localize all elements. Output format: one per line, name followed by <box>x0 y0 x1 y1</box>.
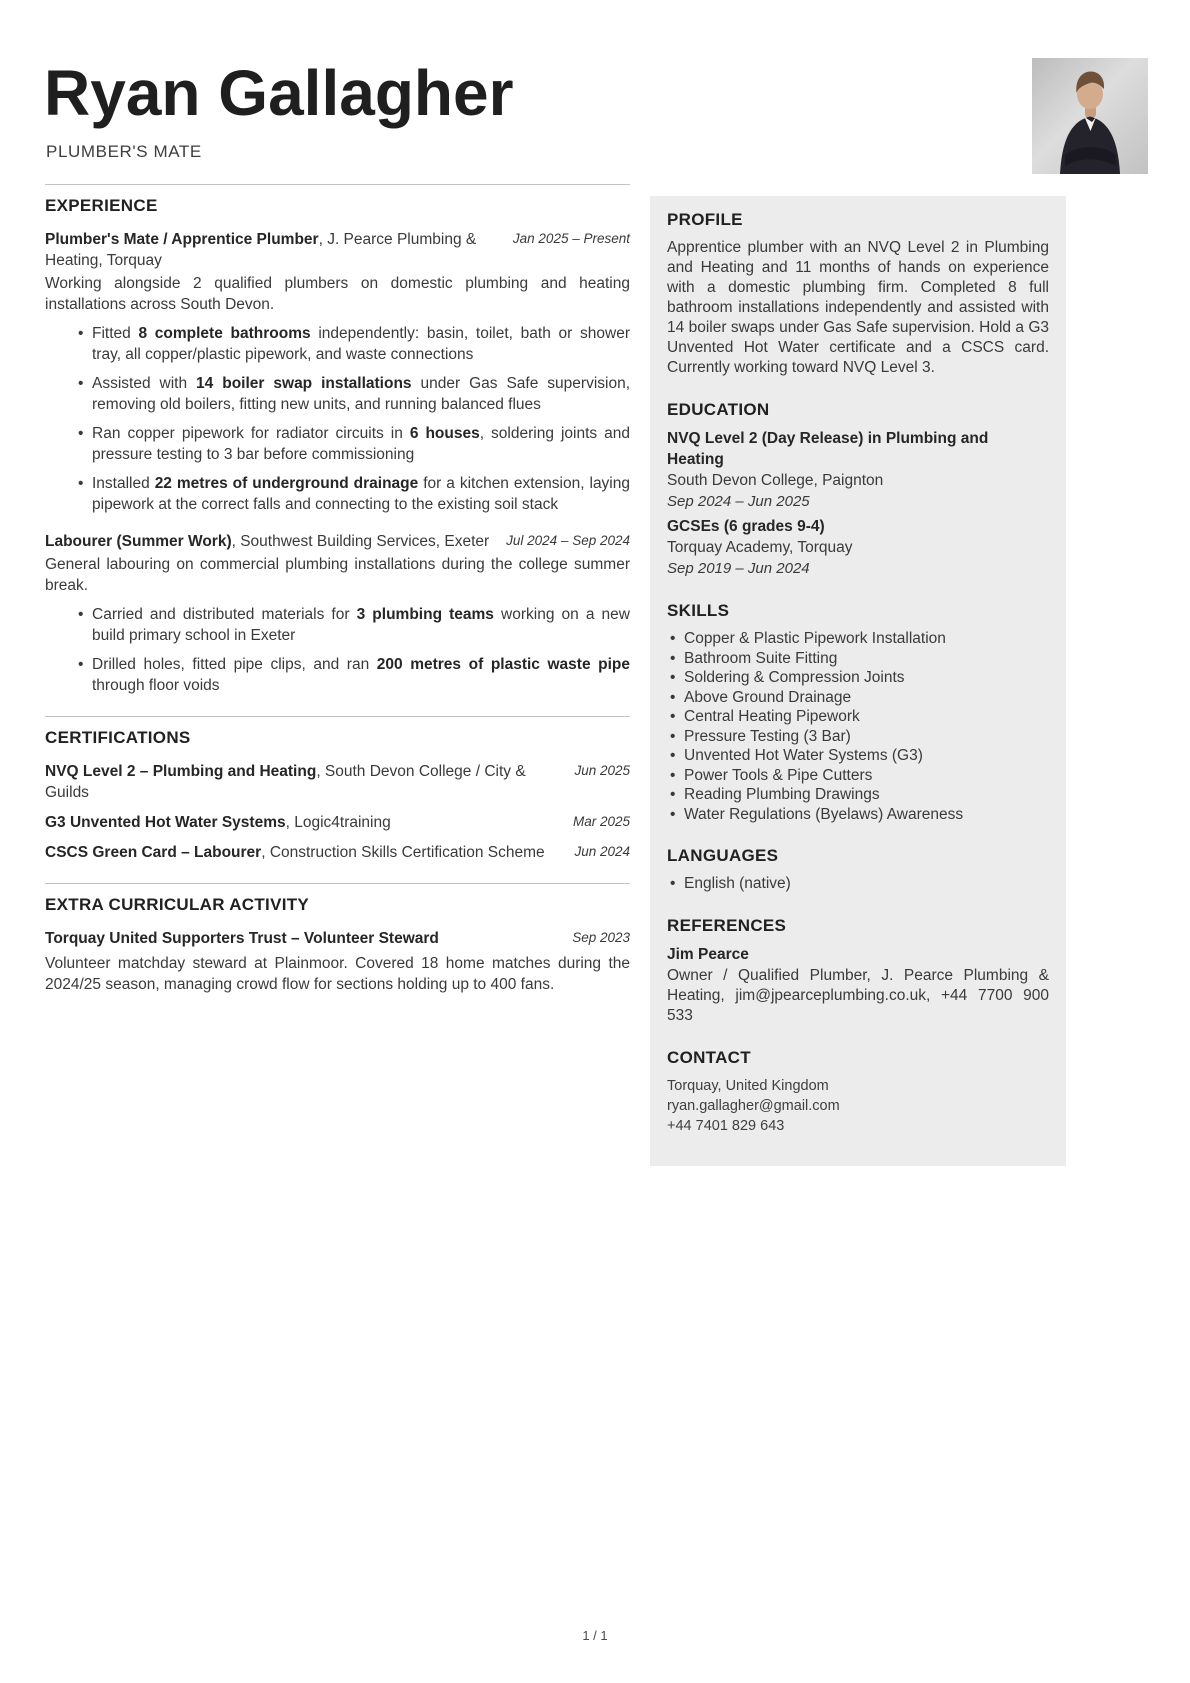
education-section <box>667 400 1049 579</box>
job-date: Jul 2024 – Sep 2024 <box>506 533 630 548</box>
activity-item <box>45 928 630 995</box>
person-job-title: PLUMBER'S MATE <box>46 142 202 161</box>
job-bullet-list <box>45 323 630 515</box>
contact-section <box>667 1048 1049 1136</box>
education-date: Sep 2019 – Jun 2024 <box>667 560 810 577</box>
section-divider <box>45 184 630 185</box>
certification-date: Jun 2025 <box>574 763 630 778</box>
certification-text: G3 Unvented Hot Water Systems, Logic4training <box>45 814 391 831</box>
education-degree: GCSEs (6 grades 9-4) <box>667 518 825 535</box>
education-list <box>667 428 1049 579</box>
education-school: Torquay Academy, Torquay <box>667 539 853 556</box>
person-name: Ryan Gallagher <box>44 57 514 129</box>
experience-heading: EXPERIENCE <box>45 196 158 215</box>
certifications-list <box>45 761 630 863</box>
skills-list <box>667 629 1049 824</box>
education-degree: NVQ Level 2 (Day Release) in Plumbing and Heating <box>667 430 989 468</box>
profile-section <box>667 210 1049 378</box>
contact-line: Torquay, United Kingdom <box>667 1077 829 1094</box>
list-item: • Power Tools & Pipe Cutters <box>684 766 1049 786</box>
job-summary: Working alongside 2 qualified plumbers on domestic plumbing and heating installations across South Devon. <box>45 275 630 313</box>
job-bullet-list <box>45 604 630 696</box>
list-item: • Soldering & Compression Joints <box>684 668 1049 688</box>
certification-text: CSCS Green Card – Labourer, Construction Skills Certification Scheme <box>45 844 545 861</box>
job-bullet: • Fitted 8 complete bathrooms independently: basin, toilet, bath or shower tray, all copper/plastic pipework, and waste connections <box>92 323 630 365</box>
certifications-section <box>45 716 630 863</box>
job-title: Labourer (Summer Work), Southwest Building Services, Exeter <box>45 533 490 550</box>
contact-heading: CONTACT <box>667 1047 751 1067</box>
list-item: • Copper & Plastic Pipework Installation <box>684 629 1049 649</box>
certification-text: NVQ Level 2 – Plumbing and Heating, South Devon College / City & Guilds <box>45 763 526 801</box>
certification-date: Jun 2024 <box>574 844 630 859</box>
profile-photo <box>1032 58 1148 174</box>
languages-list <box>667 874 1049 894</box>
references-heading: REFERENCES <box>667 915 787 935</box>
page-number: 1 / 1 <box>582 1628 608 1643</box>
list-item: • Pressure Testing (3 Bar) <box>684 727 1049 747</box>
portrait-illustration <box>1032 58 1148 174</box>
section-divider <box>45 716 630 717</box>
certification-item <box>45 842 630 863</box>
experience-item <box>45 229 630 515</box>
job-bullet: • Drilled holes, fitted pipe clips, and ran 200 metres of plastic waste pipe through floor voids <box>92 654 630 696</box>
certification-item <box>45 761 630 803</box>
activity-list <box>45 928 630 995</box>
skills-heading: SKILLS <box>667 601 730 620</box>
reference-name: Jim Pearce <box>667 945 749 963</box>
list-item: • Reading Plumbing Drawings <box>684 785 1049 805</box>
job-date: Jan 2025 – Present <box>512 231 630 246</box>
job-bullet: • Carried and distributed materials for 3 plumbing teams working on a new build primary school in Exeter <box>92 604 630 646</box>
education-item <box>667 428 1049 512</box>
certification-date: Mar 2025 <box>572 814 630 829</box>
languages-heading: LANGUAGES <box>667 846 779 865</box>
experience-section <box>45 184 630 696</box>
languages-section <box>667 846 1049 894</box>
activity-summary: Volunteer matchday steward at Plainmoor. Covered 18 home matches during the 2024/25 season, managing crowd flow for sections holding up to 400 fans. <box>45 955 630 993</box>
extra-curricular-section <box>45 883 630 995</box>
profile-heading: PROFILE <box>667 210 743 229</box>
reference-detail: Owner / Qualified Plumber, J. Pearce Plumbing & Heating, jim@jpearceplumbing.co.uk, +44 7700 900 533 <box>667 966 1049 1024</box>
sidebar-panel <box>650 196 1066 1166</box>
extra-curricular-heading: EXTRA CURRICULAR ACTIVITY <box>45 895 310 914</box>
contact-line: ryan.gallagher@gmail.com <box>667 1097 840 1114</box>
list-item: • Above Ground Drainage <box>684 688 1049 708</box>
section-divider <box>45 883 630 884</box>
list-item: • Central Heating Pipework <box>684 707 1049 727</box>
education-school: South Devon College, Paignton <box>667 472 884 489</box>
experience-list <box>45 229 630 696</box>
contact-lines <box>667 1076 1049 1136</box>
list-item: • Unvented Hot Water Systems (G3) <box>684 746 1049 766</box>
job-summary: General labouring on commercial plumbing installations during the college summer break. <box>45 556 630 594</box>
references-section <box>667 916 1049 1026</box>
experience-item <box>45 531 630 696</box>
list-item: • Water Regulations (Byelaws) Awareness <box>684 805 1049 825</box>
education-item <box>667 516 1049 579</box>
job-bullet: • Installed 22 metres of underground drainage for a kitchen extension, laying pipework at the correct falls and connecting to the existing soil stack <box>92 473 630 515</box>
main-column <box>45 184 630 1015</box>
education-heading: EDUCATION <box>667 400 770 419</box>
list-item: • English (native) <box>684 874 1049 894</box>
contact-line: +44 7401 829 643 <box>667 1117 785 1134</box>
job-bullet: • Assisted with 14 boiler swap installations under Gas Safe supervision, removing old boilers, fitting new units, and running balanced flues <box>92 373 630 415</box>
skills-section <box>667 601 1049 824</box>
list-item: • Bathroom Suite Fitting <box>684 649 1049 669</box>
certifications-heading: CERTIFICATIONS <box>45 728 191 747</box>
profile-text: Apprentice plumber with an NVQ Level 2 in Plumbing and Heating and 11 months of hands on experience with a domestic plumbing firm. Completed 8 full bathroom installations independently and assisted with 14 boiler swaps under Gas Safe supervision. Hold a G3 Unvented Hot Water certificate and a CSCS card. Currently working toward NVQ Level 3. <box>667 239 1049 376</box>
education-date: Sep 2024 – Jun 2025 <box>667 493 810 510</box>
job-bullet: • Ran copper pipework for radiator circuits in 6 houses, soldering joints and pressure testing to 3 bar before commissioning <box>92 423 630 465</box>
certification-item <box>45 812 630 833</box>
activity-title: Torquay United Supporters Trust – Volunteer Steward <box>45 930 439 947</box>
job-title: Plumber's Mate / Apprentice Plumber, J. Pearce Plumbing & Heating, Torquay <box>45 231 477 269</box>
activity-date: Sep 2023 <box>572 930 630 945</box>
